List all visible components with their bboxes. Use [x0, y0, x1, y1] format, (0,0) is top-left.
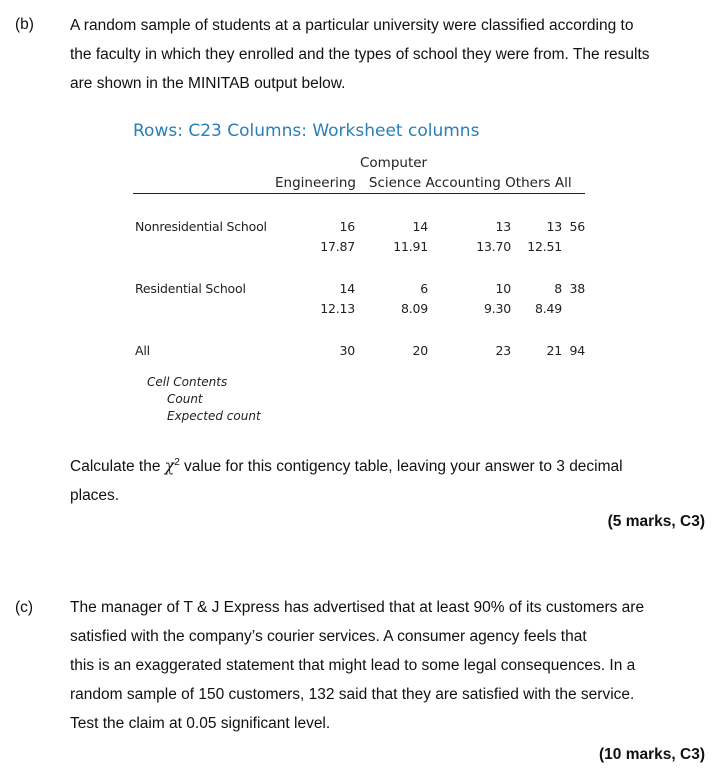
count-cell: 56	[569, 219, 585, 234]
count-cell: 30	[339, 343, 355, 358]
row-label-residential: Residential School	[135, 281, 246, 296]
part-b-marks: (5 marks, C3)	[607, 513, 705, 530]
part-c-line-5: Test the claim at 0.05 significant level.	[70, 715, 331, 732]
expected-cell: 11.91	[393, 239, 428, 254]
part-b-label: (b)	[15, 16, 34, 33]
expected-cell: 8.09	[400, 301, 428, 316]
chi-symbol: χ	[164, 457, 175, 476]
count-cell: 20	[412, 343, 428, 358]
cell-contents-item: Count	[167, 392, 203, 406]
cell-contents-heading: Cell Contents	[147, 375, 228, 389]
count-cell: 23	[495, 343, 511, 358]
intro-line-3: are shown in the MINITAB output below.	[70, 75, 346, 92]
expected-cell: 12.51	[527, 239, 562, 254]
part-b-intro	[70, 11, 650, 98]
minitab-header-top: Computer	[360, 155, 428, 171]
count-cell: 10	[495, 281, 511, 296]
intro-line-1: A random sample of students at a particular university were classified according to	[70, 17, 634, 34]
part-c-line-3: this is an exaggerated statement that might lead to some legal consequences. In a	[70, 657, 636, 674]
chi-exponent: 2	[174, 457, 180, 468]
question-text-start: Calculate the	[70, 458, 165, 476]
count-cell: 14	[339, 281, 355, 296]
part-c-line-4: random sample of 150 customers, 132 said that they are satisfied with the service.	[70, 686, 635, 703]
count-cell: 8	[554, 281, 562, 296]
question-line-1	[70, 448, 710, 481]
minitab-title: Rows: C23 Columns: Worksheet columns	[133, 121, 480, 141]
count-cell: 16	[339, 219, 355, 234]
expected-cell: 8.49	[534, 301, 562, 316]
question-text-end: value for this contigency table, leaving your answer to 3 decimal	[179, 458, 623, 476]
cell-contents-item: Expected count	[167, 409, 261, 423]
expected-cell: 9.30	[483, 301, 511, 316]
part-c-line-1: The manager of T & J Express has advertised that at least 90% of its customers are	[70, 599, 645, 616]
part-c-label: (c)	[15, 599, 34, 616]
part-c-marks: (10 marks, C3)	[599, 746, 705, 763]
intro-line-2: the faculty in which they enrolled and the types of school they were from. The results	[70, 46, 650, 63]
row-label-all: All	[135, 343, 150, 358]
minitab-header-bottom: Engineering Science Accounting Others All	[275, 175, 572, 191]
minitab-header-rule	[133, 193, 585, 194]
expected-cell: 17.87	[320, 239, 355, 254]
count-cell: 21	[546, 343, 562, 358]
count-cell: 13	[495, 219, 511, 234]
count-cell: 14	[412, 219, 428, 234]
part-b-question	[70, 448, 710, 510]
count-cell: 38	[569, 281, 585, 296]
part-c-line-2: satisfied with the company’s courier services. A consumer agency feels that	[70, 628, 587, 645]
row-label-nonresidential: Nonresidential School	[135, 219, 267, 234]
question-line-2: places.	[70, 487, 120, 505]
count-cell: 13	[546, 219, 562, 234]
count-cell: 94	[569, 343, 585, 358]
count-cell: 6	[420, 281, 428, 296]
expected-cell: 12.13	[320, 301, 355, 316]
part-c-text	[70, 593, 710, 738]
expected-cell: 13.70	[476, 239, 511, 254]
